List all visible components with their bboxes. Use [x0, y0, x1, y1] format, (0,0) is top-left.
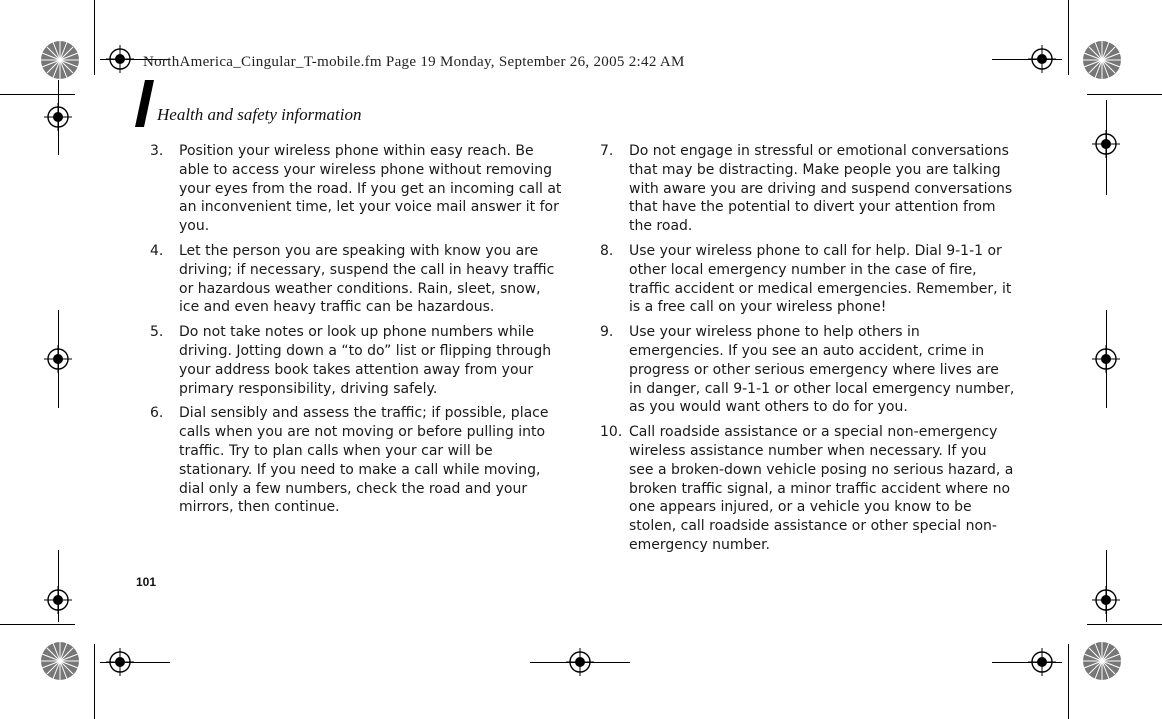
list-item [600, 323, 1015, 417]
crop-mark [94, 644, 95, 719]
crop-mark [1106, 310, 1107, 408]
list-item [150, 323, 565, 398]
crop-mark [1068, 644, 1069, 719]
left-column-list [150, 142, 565, 523]
crop-mark [530, 662, 630, 663]
item-text: Position your wireless phone within easy reach. Be able to access your wireless phone without removing your eyes from the road. If you get an incoming call at an inconvenient time, let your voice mail answer it for you. [179, 143, 562, 235]
crop-mark [1087, 94, 1162, 95]
page-number: 101 [136, 575, 157, 589]
star-target-icon [40, 641, 80, 681]
crop-mark [58, 310, 59, 408]
crop-mark [0, 624, 75, 625]
section-marker-bar [135, 80, 154, 127]
crop-mark [58, 550, 59, 622]
item-number: 3. [150, 143, 164, 159]
crop-mark [0, 94, 75, 95]
crop-mark [100, 662, 170, 663]
item-text: Let the person you are speaking with know you are driving; if necessary, suspend the call in heavy traffic or hazardous weather conditions. Rain, sleet, snow, ice and even heavy traffic can be hazardous. [179, 242, 555, 316]
item-number: 4. [150, 242, 164, 259]
crop-mark [1068, 0, 1069, 75]
item-text: Use your wireless phone to help others in emergencies. If you see an auto accident, crime in progress or other serious emergency where lives are in danger, call 9-1-1 or other local emergency number, as you would want others to do for you. [629, 324, 1015, 416]
star-target-icon [1082, 40, 1122, 80]
item-number: 9. [600, 324, 614, 341]
crop-mark [94, 0, 95, 75]
item-text: Do not engage in stressful or emotional conversations that may be distracting. Make people you are talking with aware you are driving and suspend conversations that have the potential to divert your attention from the road. [629, 143, 1013, 235]
star-target-icon [40, 40, 80, 80]
list-item [600, 423, 1015, 555]
list-item [150, 242, 565, 317]
item-number: 5. [150, 324, 164, 341]
item-text: Use your wireless phone to call for help. Dial 9-1-1 or other local emergency number in the case of fire, traffic accident or medical emergencies. Remember, it is a free call on your wireless phone! [629, 242, 1012, 316]
crop-mark [992, 59, 1062, 60]
item-number: 8. [600, 242, 614, 259]
item-number: 6. [150, 405, 164, 422]
list-item [150, 404, 565, 517]
item-number: 7. [600, 143, 614, 159]
crop-mark [58, 80, 59, 155]
section-title: Health and safety information [157, 105, 362, 124]
crop-mark [1087, 624, 1162, 625]
item-text: Dial sensibly and assess the traffic; if possible, place calls when you are not moving or before pulling into traffic. Try to plan calls when your car will be stationary. If you need to make a call while moving, dial only a few numbers, check the road and your mirrors, then continue. [179, 405, 549, 516]
star-target-icon [1082, 641, 1122, 681]
crop-mark [1106, 100, 1107, 195]
crop-mark [1106, 550, 1107, 622]
item-number: 10. [600, 424, 623, 441]
list-item [600, 142, 1015, 236]
print-header: NorthAmerica_Cingular_T-mobile.fm Page 19 Monday, September 26, 2005 2:42 AM [143, 54, 685, 70]
list-item [150, 142, 565, 236]
list-item [600, 242, 1015, 317]
item-text: Call roadside assistance or a special non-emergency wireless assistance number when necessary. If you see a broken-down vehicle posing no serious hazard, a broken traffic signal, a minor traffic accident where no one appears injured, or a vehicle you know to be stolen, call roadside assistance or other special non-emergency number. [629, 424, 1014, 553]
right-column-list [600, 142, 1015, 561]
crop-mark [992, 662, 1062, 663]
item-text: Do not take notes or look up phone numbers while driving. Jotting down a “to do” list or flipping through your address book takes attention away from your primary responsibility, driving safely. [179, 324, 552, 397]
